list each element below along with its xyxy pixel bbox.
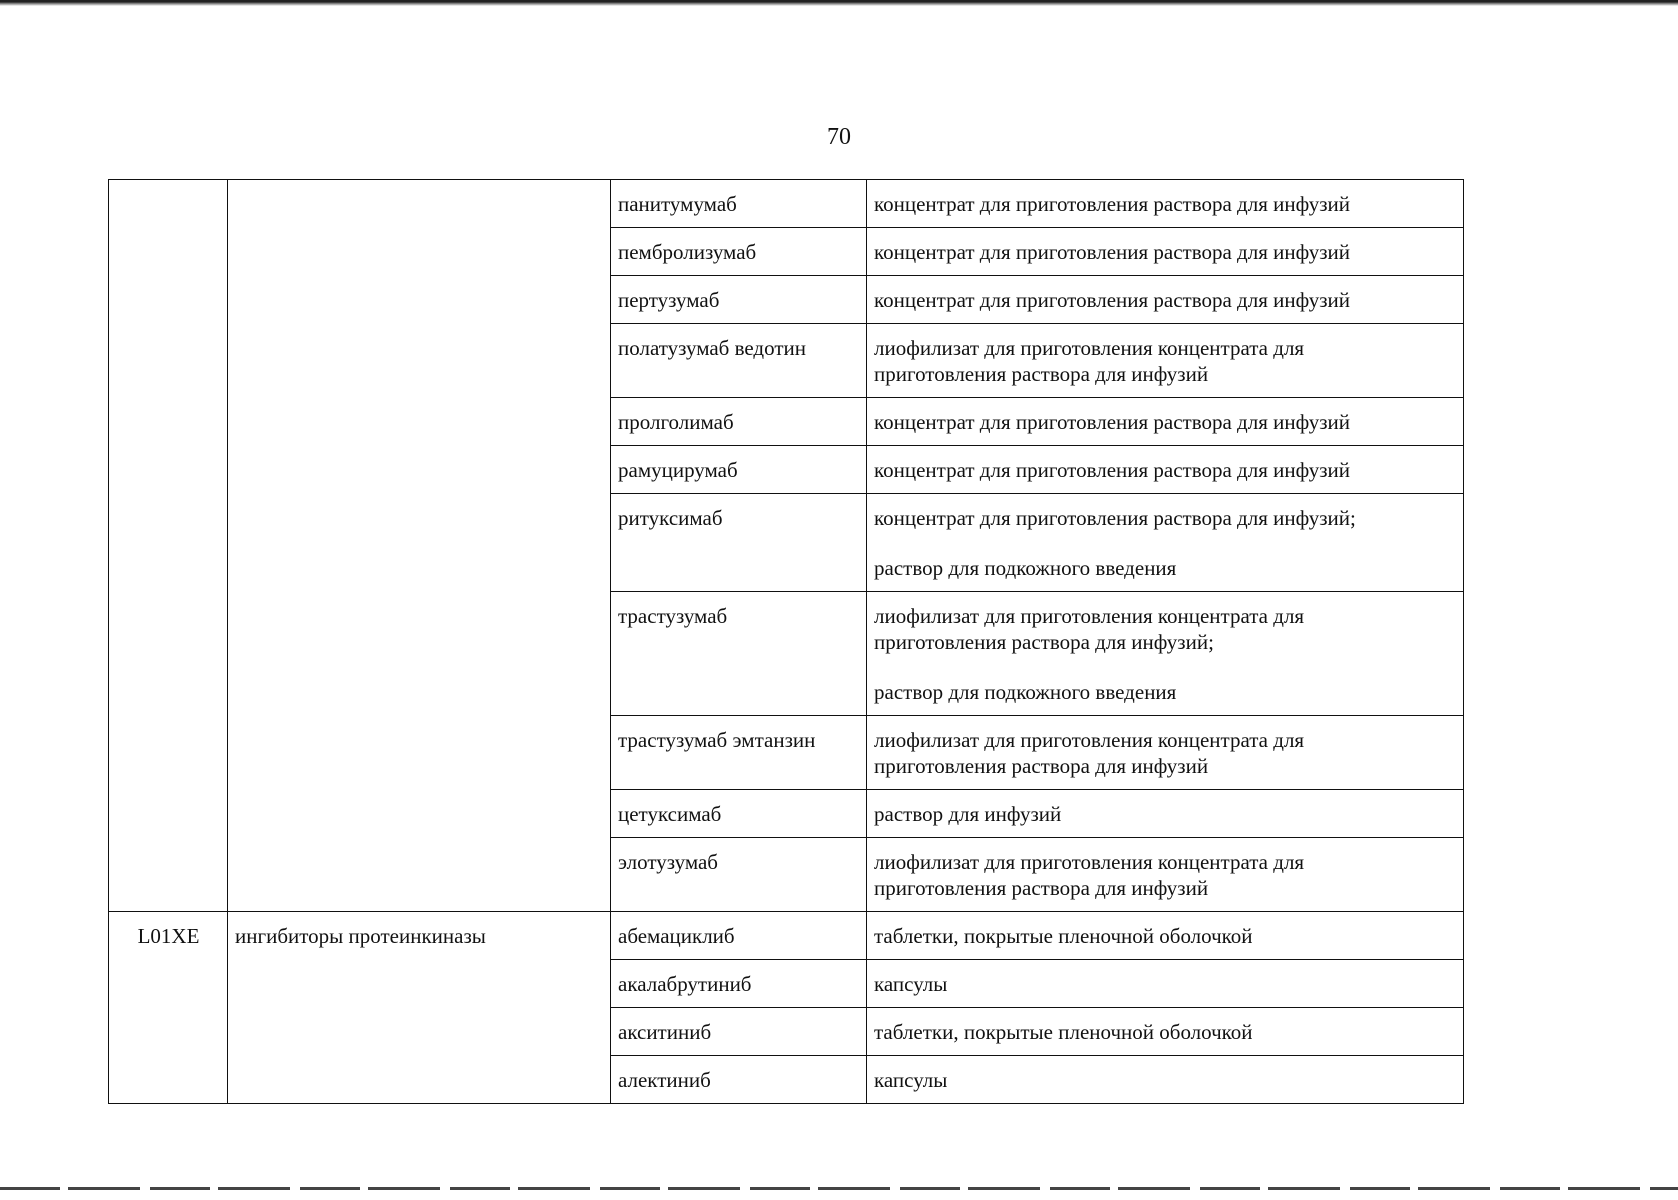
dosage-form-line: капсулы [874,972,948,996]
drug-name: пролголимаб [611,398,867,446]
drug-name: акситиниб [611,1008,867,1056]
dosage-form [867,276,1464,324]
dosage-form-line: приготовления раствора для инфузий [874,362,1209,386]
dosage-form [867,1008,1464,1056]
dosage-form-line: лиофилизат для приготовления концентрата для [874,850,1305,874]
dosage-form [867,446,1464,494]
dosage-form-line: концентрат для приготовления раствора для инфузий [874,240,1350,264]
dosage-form-line: капсулы [874,1068,948,1092]
dosage-form-line: таблетки, покрытые пленочной оболочкой [874,924,1253,948]
drug-name: элотузумаб [611,838,867,912]
dosage-form-line: приготовления раствора для инфузий; [874,630,1214,654]
atc-code: L01XE [109,912,228,1104]
drug-name: панитумумаб [611,180,867,228]
drug-name: рамуцирумаб [611,446,867,494]
drug-name: пертузумаб [611,276,867,324]
dosage-form-line: раствор для инфузий [874,802,1062,826]
code-cell-empty [109,180,228,912]
scan-edge-top [0,0,1678,6]
dosage-form [867,1056,1464,1104]
dosage-form [867,592,1464,716]
dosage-form-line: лиофилизат для приготовления концентрата для [874,728,1305,752]
dosage-form [867,494,1464,592]
dosage-form-line: лиофилизат для приготовления концентрата для [874,604,1305,628]
dosage-form-line: приготовления раствора для инфузий [874,754,1209,778]
dosage-form-line: раствор для подкожного введения [874,680,1177,704]
dosage-form [867,790,1464,838]
drug-name: трастузумаб [611,592,867,716]
dosage-form [867,960,1464,1008]
group-cell-empty [228,180,611,912]
dosage-form [867,180,1464,228]
dosage-form-line: таблетки, покрытые пленочной оболочкой [874,1020,1253,1044]
table-row [109,180,1464,228]
drug-name: пембролизумаб [611,228,867,276]
paragraph-gap [874,531,1457,555]
dosage-form-line: лиофилизат для приготовления концентрата для [874,336,1305,360]
drug-name: трастузумаб эмтанзин [611,716,867,790]
paragraph-gap [874,655,1457,679]
dosage-form-line: концентрат для приготовления раствора для инфузий [874,288,1350,312]
dosage-form-line: приготовления раствора для инфузий [874,876,1209,900]
dosage-form-line: концентрат для приготовления раствора для инфузий [874,410,1350,434]
group-name: ингибиторы протеинкиназы [228,912,611,1104]
drug-name: цетуксимаб [611,790,867,838]
dosage-form [867,398,1464,446]
dosage-form [867,716,1464,790]
scan-edge-bottom [0,1187,1678,1190]
drug-table [108,179,1464,1104]
table-row [109,912,1464,960]
dosage-form-line: раствор для подкожного введения [874,556,1177,580]
dosage-form [867,228,1464,276]
dosage-form-line: концентрат для приготовления раствора для инфузий [874,192,1350,216]
dosage-form [867,324,1464,398]
drug-name: акалабрутиниб [611,960,867,1008]
dosage-form [867,838,1464,912]
drug-name: алектиниб [611,1056,867,1104]
dosage-form [867,912,1464,960]
drug-name: абемациклиб [611,912,867,960]
drug-name: ритуксимаб [611,494,867,592]
drug-name: полатузумаб ведотин [611,324,867,398]
dosage-form-line: концентрат для приготовления раствора для инфузий; [874,506,1356,530]
page-number: 70 [827,124,851,150]
dosage-form-line: концентрат для приготовления раствора для инфузий [874,458,1350,482]
